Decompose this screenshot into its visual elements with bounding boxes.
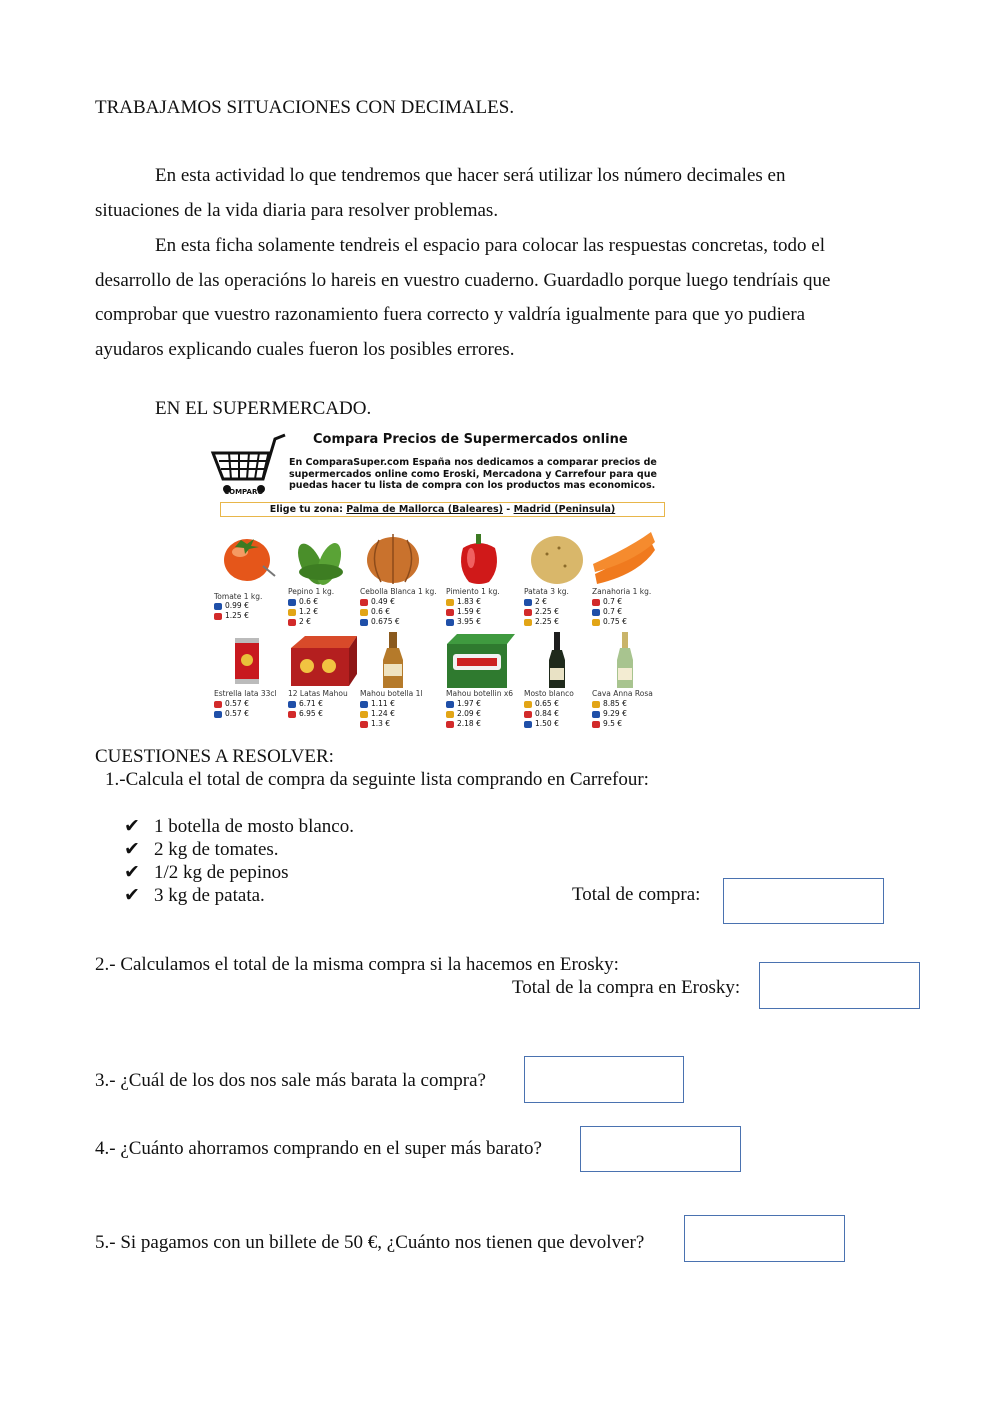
price-row <box>214 611 249 621</box>
eroski-logo-icon <box>592 721 600 728</box>
price-value: 1.83 € <box>457 597 481 606</box>
flyer-description <box>289 457 674 492</box>
price-row <box>288 709 323 719</box>
carrefour-logo-icon <box>592 609 600 616</box>
list-item-label: 3 kg de patata. <box>154 885 265 906</box>
carrefour-logo-icon <box>592 711 600 718</box>
carrefour-logo-icon <box>360 619 368 626</box>
supermarket-price-flyer <box>205 428 675 740</box>
flyer-title: Compara Precios de Supermercados online <box>313 432 628 447</box>
beer-box-image <box>443 630 515 688</box>
price-row <box>592 719 622 729</box>
price-row <box>446 607 481 617</box>
price-row <box>214 601 249 611</box>
carrefour-logo-icon <box>360 701 368 708</box>
price-value: 1.50 € <box>535 719 559 728</box>
price-value: 1.24 € <box>371 709 395 718</box>
question-4: 4.- ¿Cuánto ahorramos comprando en el super más barato? <box>95 1138 542 1159</box>
price-value: 1.59 € <box>457 607 481 616</box>
zone-link-madrid: Madrid (Peninsula) <box>513 504 616 515</box>
price-value: 1.2 € <box>299 607 319 616</box>
price-row <box>214 709 249 719</box>
tomato-image <box>211 528 283 586</box>
question-3: 3.- ¿Cuál de los dos nos sale más barata la compra? <box>95 1070 486 1091</box>
grape-juice-bottle-image <box>521 630 593 688</box>
shopping-list <box>124 815 354 907</box>
flyer-desc-line: En ComparaSuper.com España nos dedicamos a comparar precios de <box>289 457 657 468</box>
list-item-label: 1/2 kg de pepinos <box>154 862 289 883</box>
price-row <box>592 699 627 709</box>
mercadona-logo-icon <box>288 609 296 616</box>
price-row <box>524 719 559 729</box>
price-row <box>360 709 395 719</box>
pepper-image <box>443 528 515 586</box>
zone-selector <box>220 502 665 517</box>
product-name: 12 Latas Mahou <box>288 689 348 698</box>
list-item <box>124 861 354 884</box>
price-row <box>524 709 559 719</box>
price-value: 0.6 € <box>371 607 391 616</box>
carrefour-logo-icon <box>524 721 532 728</box>
price-row <box>524 699 559 709</box>
answer-box-2[interactable] <box>759 962 920 1009</box>
price-row <box>360 719 390 729</box>
carrot-image <box>589 528 661 586</box>
mercadona-logo-icon <box>524 701 532 708</box>
price-row <box>288 607 318 617</box>
zone-label: Elige tu zona: <box>269 504 343 515</box>
product-name: Cava Anna Rosa <box>592 689 653 698</box>
total-erosky-label: Total de la compra en Erosky: <box>512 977 741 998</box>
section-heading: EN EL SUPERMERCADO. <box>155 398 372 419</box>
price-value: 0.75 € <box>603 617 627 626</box>
price-row <box>592 617 627 627</box>
beer-bottle-image <box>357 630 429 688</box>
mercadona-logo-icon <box>360 711 368 718</box>
product-name: Mosto blanco <box>524 689 574 698</box>
product-name: Cebolla Blanca 1 kg. <box>360 587 437 596</box>
price-row <box>592 597 622 607</box>
intro-paragraph <box>95 159 885 228</box>
price-value: 0.49 € <box>371 597 395 606</box>
price-value: 9.5 € <box>603 719 623 728</box>
page-title: TRABAJAMOS SITUACIONES CON DECIMALES. <box>95 97 515 118</box>
price-row <box>446 617 481 627</box>
price-value: 0.6 € <box>299 597 319 606</box>
list-item <box>124 884 354 907</box>
question-2: 2.- Calculamos el total de la misma compra si la hacemos en Erosky: <box>95 954 619 975</box>
price-row <box>446 709 481 719</box>
mercadona-logo-icon <box>360 609 368 616</box>
intro-line-1: En esta actividad lo que tendremos que hacer será utilizar los número decimales en <box>155 165 786 186</box>
price-row <box>592 607 622 617</box>
price-row <box>288 597 318 607</box>
cava-bottle-image <box>589 630 661 688</box>
cucumber-image <box>285 528 357 586</box>
price-value: 8.85 € <box>603 699 627 708</box>
checkmark-icon: ✔ <box>124 885 140 906</box>
price-value: 6.71 € <box>299 699 323 708</box>
price-value: 2.25 € <box>535 617 559 626</box>
price-value: 0.65 € <box>535 699 559 708</box>
price-row <box>446 719 481 729</box>
price-value: 1.25 € <box>225 611 249 620</box>
price-value: 0.7 € <box>603 597 623 606</box>
eroski-logo-icon <box>214 701 222 708</box>
carrefour-logo-icon <box>524 599 532 606</box>
intro-line-2: situaciones de la vida diaria para resolver problemas. <box>95 199 499 221</box>
eroski-logo-icon <box>592 599 600 606</box>
checkmark-icon: ✔ <box>124 862 140 883</box>
answer-box-4[interactable] <box>580 1126 741 1172</box>
price-value: 9.29 € <box>603 709 627 718</box>
list-item <box>124 838 354 861</box>
zone-link-palma: Palma de Mallorca (Baleares) <box>346 504 503 515</box>
price-row <box>524 607 559 617</box>
product-name: Pepino 1 kg. <box>288 587 335 596</box>
eroski-logo-icon <box>446 609 454 616</box>
price-row <box>288 617 311 627</box>
product-name: Pimiento 1 kg. <box>446 587 500 596</box>
beer-pack-image <box>285 630 357 688</box>
price-value: 1.11 € <box>371 699 395 708</box>
flyer-desc-line: puedas hacer tu lista de compra con los productos mas economicos. <box>289 480 656 491</box>
price-value: 0.675 € <box>371 617 400 626</box>
price-value: 6.95 € <box>299 709 323 718</box>
price-value: 0.7 € <box>603 607 623 616</box>
potato-image <box>521 528 593 586</box>
questions-heading: CUESTIONES A RESOLVER: <box>95 746 334 767</box>
price-row <box>360 607 390 617</box>
answer-box-3[interactable] <box>524 1056 684 1103</box>
price-row <box>446 699 481 709</box>
eroski-logo-icon <box>360 599 368 606</box>
price-row <box>214 699 249 709</box>
instructions-line-4: ayudaros explicando cuales fueron los posibles errores. <box>95 339 515 361</box>
list-item-label: 2 kg de tomates. <box>154 839 279 860</box>
price-value: 1.3 € <box>371 719 391 728</box>
carrefour-logo-icon <box>214 711 222 718</box>
price-row <box>360 617 400 627</box>
eroski-logo-icon <box>288 711 296 718</box>
price-value: 3.95 € <box>457 617 481 626</box>
product-name: Patata 3 kg. <box>524 587 569 596</box>
price-value: 0.57 € <box>225 709 249 718</box>
mercadona-logo-icon <box>524 619 532 626</box>
instructions-line-3: comprobar que vuestro razonamiento fuera correcto y valdría igualmente para que yo pudiera <box>95 304 806 326</box>
price-row <box>360 699 395 709</box>
price-value: 2.09 € <box>457 709 481 718</box>
answer-box-1[interactable] <box>723 878 884 924</box>
total-compra-label: Total de compra: <box>572 884 701 905</box>
carrefour-logo-icon <box>288 701 296 708</box>
carrefour-logo-icon <box>214 603 222 610</box>
price-value: 2.18 € <box>457 719 481 728</box>
beer-can-image <box>211 630 283 688</box>
price-row <box>524 617 559 627</box>
product-name: Mahou botella 1l <box>360 689 423 698</box>
mercadona-logo-icon <box>592 701 600 708</box>
price-value: 0.84 € <box>535 709 559 718</box>
price-value: 2 € <box>299 617 311 626</box>
onion-image <box>357 528 429 586</box>
eroski-logo-icon <box>524 609 532 616</box>
carrefour-logo-icon <box>288 599 296 606</box>
zone-separator: - <box>503 504 514 515</box>
price-row <box>446 597 481 607</box>
price-value: 2 € <box>535 597 547 606</box>
instructions-line-2: desarrollo de las operacións lo hareis en vuestro cuaderno. Guardadlo porque luego tendríais que <box>95 269 831 291</box>
question-1: 1.-Calcula el total de compra da seguinte lista comprando en Carrefour: <box>105 769 649 790</box>
product-name: Mahou botellin x6 <box>446 689 514 698</box>
mercadona-logo-icon <box>446 599 454 606</box>
flyer-desc-line: supermercados online como Eroski, Mercadona y Carrefour para que <box>289 468 657 480</box>
eroski-logo-icon <box>360 721 368 728</box>
list-item <box>124 815 354 838</box>
eroski-logo-icon <box>288 619 296 626</box>
answer-box-5[interactable] <box>684 1215 845 1262</box>
question-5: 5.- Si pagamos con un billete de 50 €, ¿Cuánto nos tienen que devolver? <box>95 1232 645 1253</box>
product-name: Estrella lata 33cl <box>214 689 277 698</box>
product-name: Zanahoria 1 kg. <box>592 587 652 596</box>
price-value: 0.57 € <box>225 699 249 708</box>
price-row <box>592 709 627 719</box>
eroski-logo-icon <box>524 711 532 718</box>
mercadona-logo-icon <box>592 619 600 626</box>
price-row <box>360 597 395 607</box>
instructions-line-1: En esta ficha solamente tendreis el espacio para colocar las respuestas concretas, todo el <box>155 235 825 256</box>
product-name: Tomate 1 kg. <box>214 592 263 601</box>
price-value: 2.25 € <box>535 607 559 616</box>
price-row <box>524 597 547 607</box>
price-row <box>288 699 323 709</box>
carrefour-logo-icon <box>446 701 454 708</box>
mercadona-logo-icon <box>446 711 454 718</box>
carrefour-logo-icon <box>446 619 454 626</box>
cart-label: COMPARO <box>224 488 264 496</box>
checkmark-icon: ✔ <box>124 839 140 860</box>
list-item-label: 1 botella de mosto blanco. <box>154 816 354 837</box>
eroski-logo-icon <box>446 721 454 728</box>
price-value: 1.97 € <box>457 699 481 708</box>
price-value: 0.99 € <box>225 601 249 610</box>
checkmark-icon: ✔ <box>124 816 140 837</box>
eroski-logo-icon <box>214 613 222 620</box>
instructions-paragraph <box>95 229 885 368</box>
